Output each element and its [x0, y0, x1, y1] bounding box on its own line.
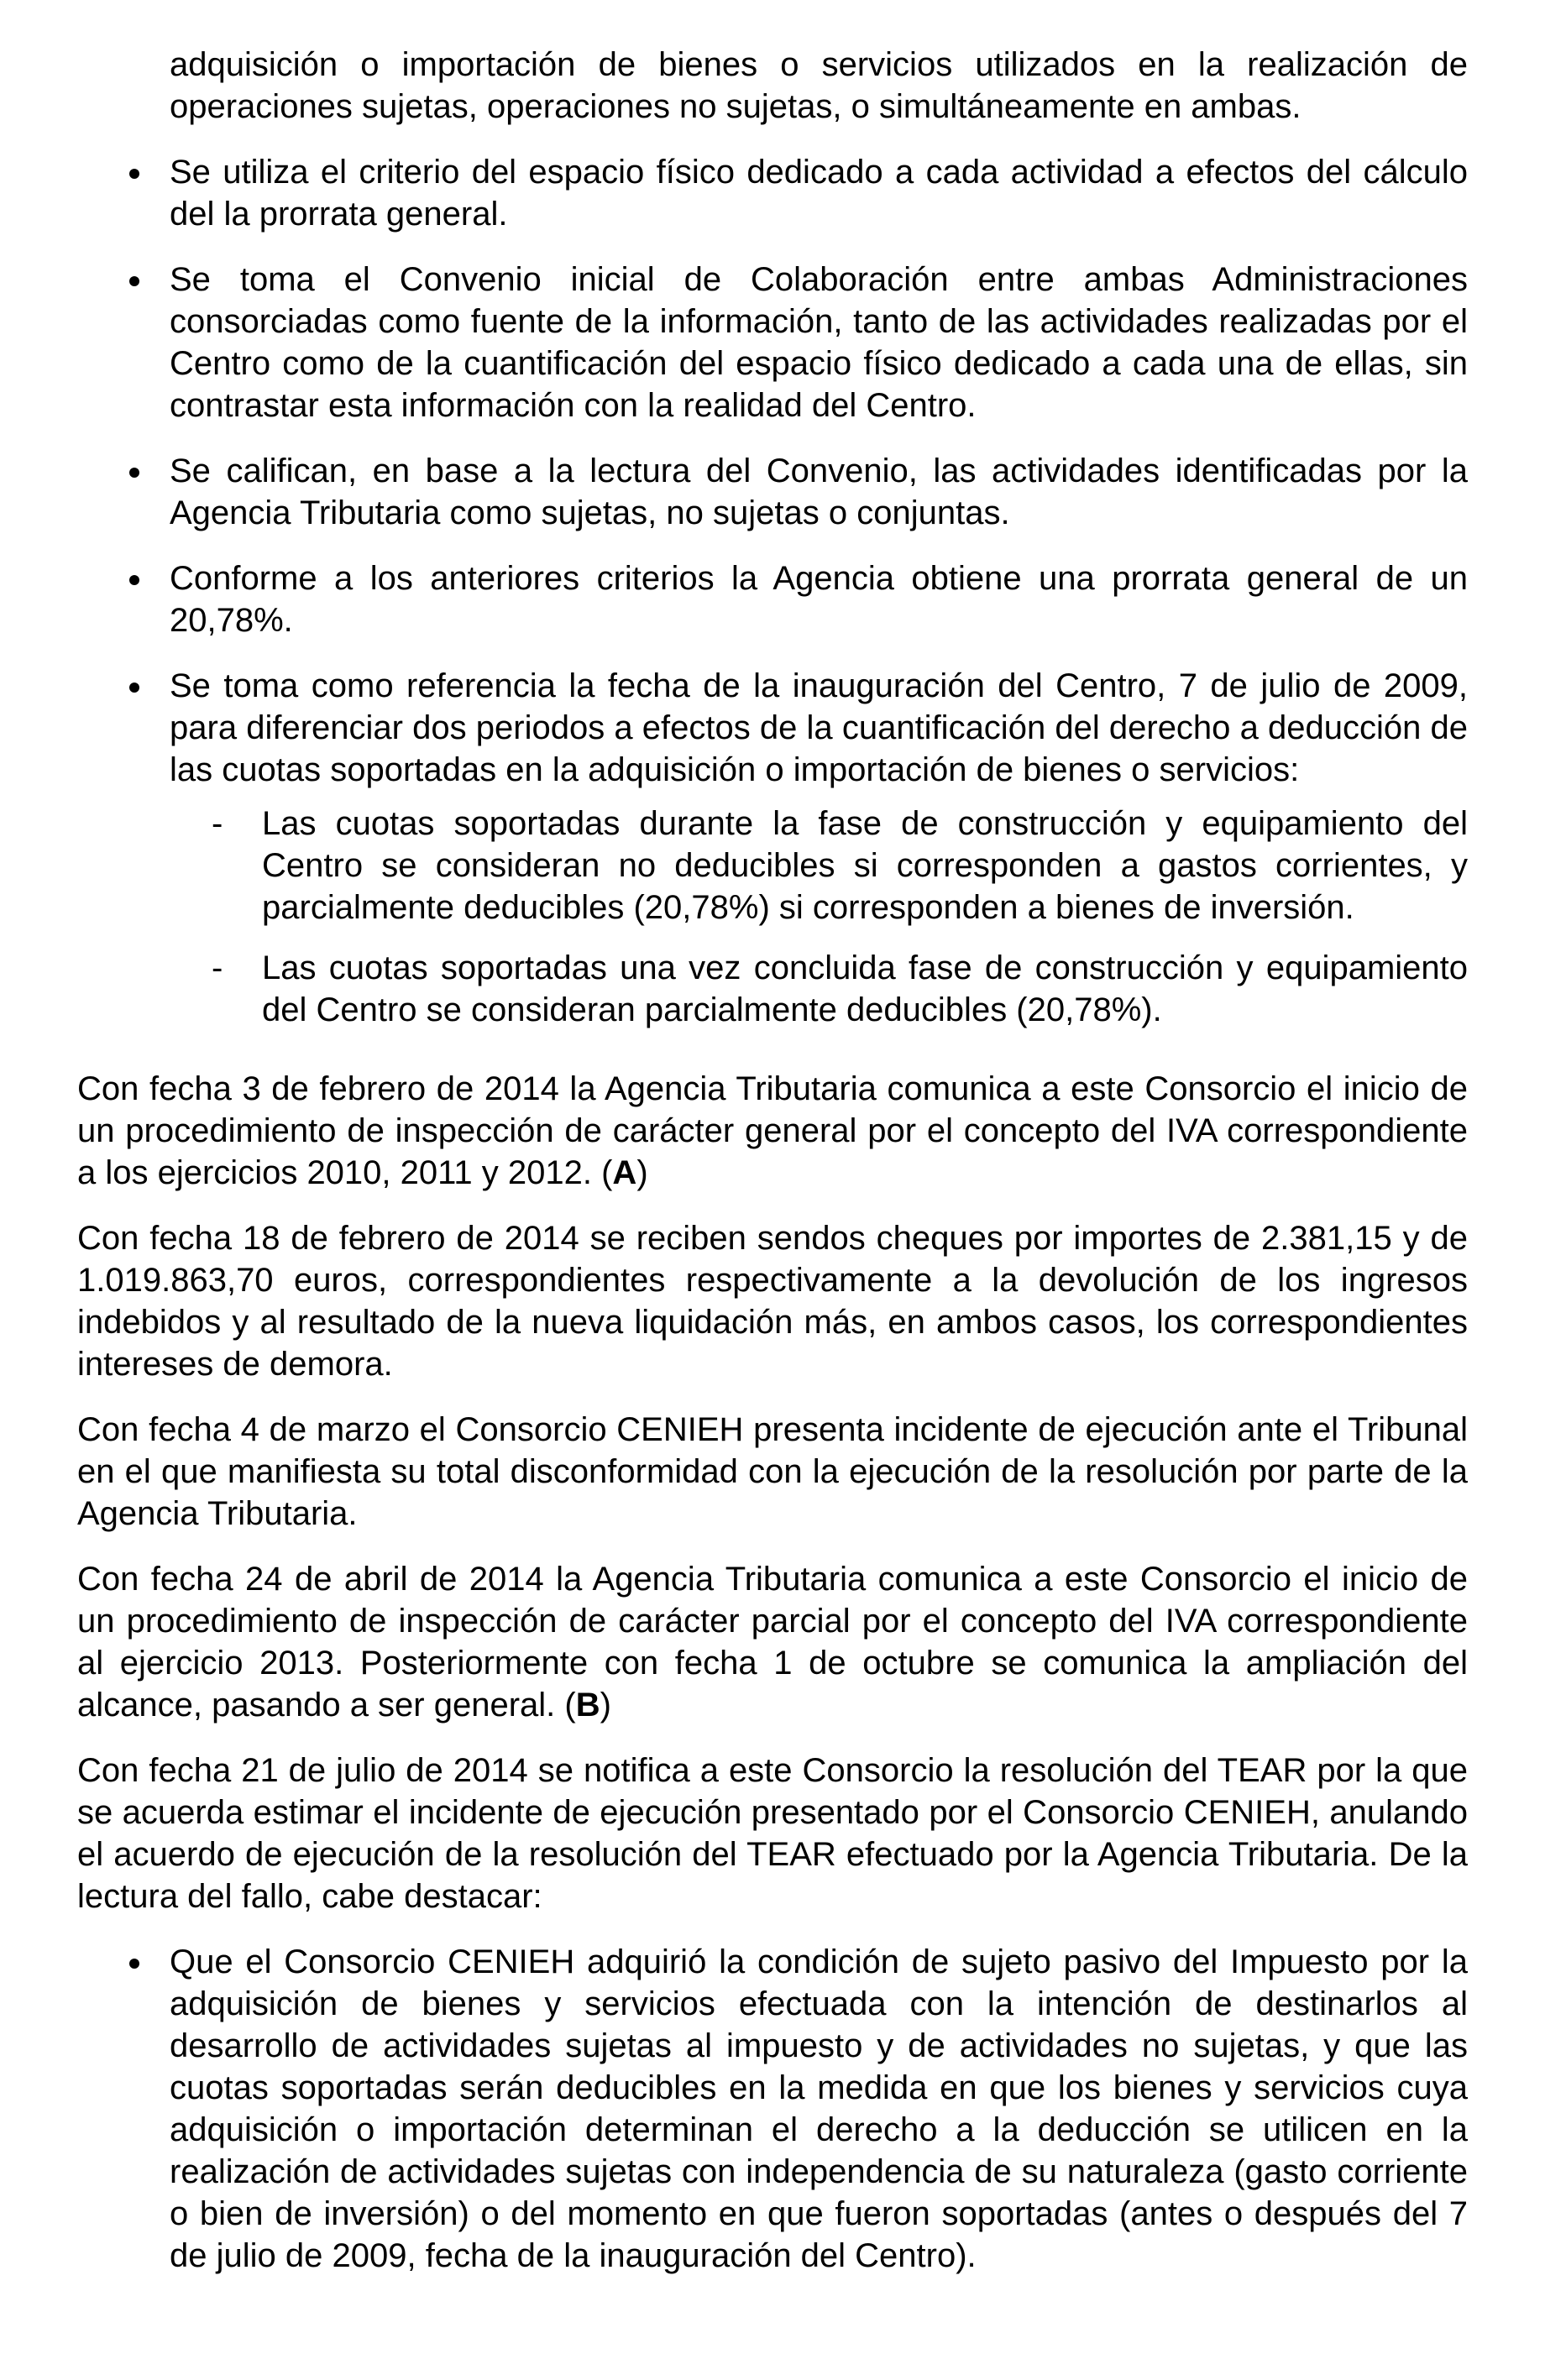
bullet-icon [129, 575, 139, 585]
paragraph-tear-resolution: Con fecha 21 de julio de 2014 se notifica a este Consorcio la resolución del TEAR por la que se acuerda estimar el incidente de ejecución presentado por el Consorcio CENIEH, anulando el acuerdo de ejecución de la resolución del TEAR efectuado por la Agencia Tributaria. De la lectura del fallo, cabe destacar: [77, 1752, 1468, 1915]
bullet-text: Se toma como referencia la fecha de la inauguración del Centro, 7 de julio de 2009, para diferenciar dos periodos a efectos de la cuantificación del derecho a deducción de las cuotas soportadas en la adquisición o importación de bienes o servicios: [170, 667, 1468, 788]
bullet-text: Se califican, en base a la lectura del Convenio, las actividades identificadas por la Agencia Tributaria como sujetas, no sujetas o conjuntas. [170, 452, 1468, 531]
continuation-paragraph: adquisición o importación de bienes o servicios utilizados en la realización de operaciones sujetas, operaciones no sujetas, o simultáneamente en ambas. [170, 46, 1468, 125]
paragraph-text: Con fecha 24 de abril de 2014 la Agencia Tributaria comunica a este Consorcio el inicio de un procedimiento de inspección de carácter parcial por el concepto del IVA correspondiente al ejercicio 2013. Posteriormente con fecha 1 de octubre se comunica la ampliación del alcance, pasando a ser general. ( [77, 1561, 1468, 1724]
bullet-text: Se utiliza el criterio del espacio físico dedicado a cada actividad a efectos del cálculo del la prorrata general. [170, 154, 1468, 233]
bullet-text: Conforme a los anteriores criterios la Agencia obtiene una prorrata general de un 20,78%. [170, 560, 1468, 639]
bullet-icon [129, 1959, 139, 1969]
paragraph-text: Con fecha 3 de febrero de 2014 la Agencia Tributaria comunica a este Consorcio el inicio de un procedimiento de inspección de carácter general por el concepto del IVA correspondiente a los ejercicios 2010, 2011 y 2012. ( [77, 1070, 1468, 1191]
dash-item-text: Las cuotas soportadas durante la fase de construcción y equipamiento del Centro se consideran no deducibles si corresponden a gastos corrientes, y parcialmente deducibles (20,78%) si corresponden a bienes de inversión. [262, 805, 1468, 926]
dash-marker: - [212, 949, 223, 986]
ruling-bullet-list [77, 1941, 1468, 2277]
reference-mark-a: A [612, 1154, 637, 1191]
dash-item [170, 947, 1468, 1031]
paragraph-cheques: Con fecha 18 de febrero de 2014 se reciben sendos cheques por importes de 2.381,15 y de 1.019.863,70 euros, correspondientes respectivamente a la devolución de los ingresos indebidos y al resultado de la nueva liquidación más, en ambos casos, los correspondientes intereses de demora. [77, 1220, 1468, 1383]
bullet-item [77, 1941, 1468, 2277]
criteria-bullet-list [77, 151, 1468, 1031]
bullet-icon [129, 683, 139, 693]
reference-close: ) [600, 1687, 611, 1724]
reference-close: ) [636, 1154, 648, 1191]
dash-sublist [170, 803, 1468, 1031]
paragraph-inspection-parcial [77, 1558, 1468, 1726]
bullet-icon [129, 468, 139, 478]
reference-mark-b: B [575, 1687, 600, 1724]
bullet-text: Se toma el Convenio inicial de Colaboración entre ambas Administraciones consorciadas como fuente de la información, tanto de las actividades realizadas por el Centro como de la cuantificación del espacio físico dedicado a cada una de ellas, sin contrastar esta información con la realidad del Centro. [170, 261, 1468, 424]
bullet-item [77, 259, 1468, 426]
bullet-item [77, 665, 1468, 1031]
bullet-item [77, 450, 1468, 534]
dash-item [170, 803, 1468, 928]
bullet-item [77, 557, 1468, 641]
bullet-icon [129, 169, 139, 179]
bullet-text: Que el Consorcio CENIEH adquirió la condición de sujeto pasivo del Impuesto por la adquisición de bienes y servicios efectuada con la intención de destinarlos al desarrollo de actividades sujetas al impuesto y de actividades no sujetas, y que las cuotas soportadas serán deducibles en la medida en que los bienes y servicios cuya adquisición o importación determinan el derecho a la deducción se utilicen en la realización de actividades sujetas con independencia de su naturaleza (gasto corriente o bien de inversión) o del momento en que fueron soportadas (antes o después del 7 de julio de 2009, fecha de la inauguración del Centro). [170, 1943, 1468, 2274]
document-page [77, 44, 1468, 2300]
paragraph-incidente: Con fecha 4 de marzo el Consorcio CENIEH presenta incidente de ejecución ante el Tribunal en el que manifiesta su total disconformidad con la ejecución de la resolución por parte de la Agencia Tributaria. [77, 1411, 1468, 1532]
bullet-item [77, 151, 1468, 235]
dash-item-text: Las cuotas soportadas una vez concluida fase de construcción y equipamiento del Centro se consideran parcialmente deducibles (20,78%). [262, 949, 1468, 1028]
dash-marker: - [212, 805, 223, 842]
paragraph-inspection-general [77, 1068, 1468, 1194]
bullet-icon [129, 276, 139, 286]
